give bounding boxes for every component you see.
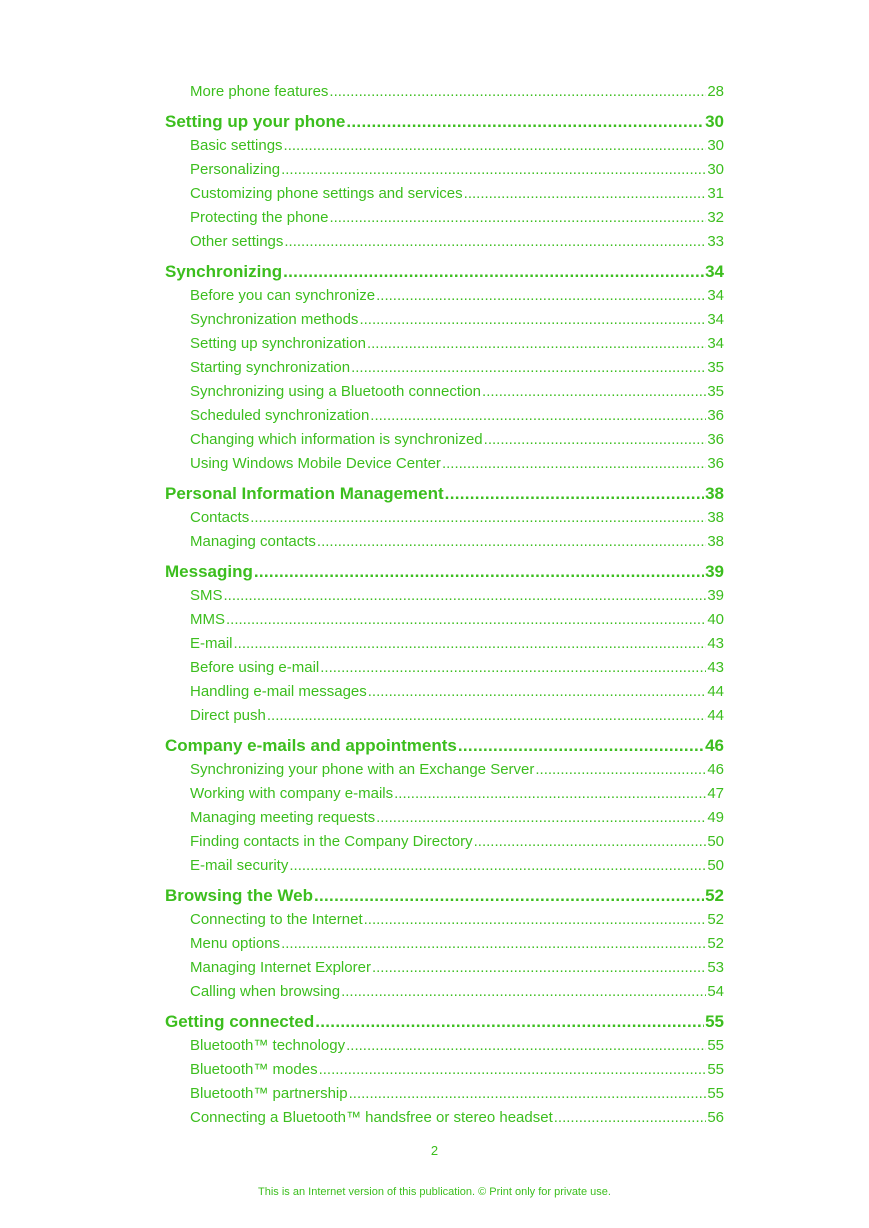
- toc-dot-leader: [234, 632, 707, 656]
- toc-entry-title: Contacts: [190, 509, 250, 526]
- toc-entry-page: 55: [707, 1085, 724, 1102]
- toc-section-entry[interactable]: [165, 380, 724, 404]
- toc-entry-page: 55: [707, 1037, 724, 1054]
- toc-section-entry[interactable]: [165, 356, 724, 380]
- toc-dot-leader: [464, 182, 707, 206]
- toc-dot-leader: [445, 482, 704, 506]
- toc-section-entry[interactable]: [165, 908, 724, 932]
- toc-section-entry[interactable]: [165, 806, 724, 830]
- toc-dot-leader: [329, 206, 706, 230]
- toc-entry-page: 36: [707, 431, 724, 448]
- toc-entry-title: More phone features: [190, 83, 329, 100]
- toc-section-entry[interactable]: [165, 206, 724, 230]
- toc-entry-page: 30: [707, 137, 724, 154]
- toc-entry-page: 36: [707, 407, 724, 424]
- toc-section-entry[interactable]: [165, 452, 724, 476]
- toc-entry-title: Other settings: [190, 233, 284, 250]
- toc-entry-page: 36: [707, 455, 724, 472]
- toc-entry-title: Working with company e-mails: [190, 785, 394, 802]
- toc-section-entry[interactable]: [165, 404, 724, 428]
- toc-section-entry[interactable]: [165, 530, 724, 554]
- toc-section-entry[interactable]: [165, 782, 724, 806]
- toc-entry-title: Browsing the Web: [165, 886, 313, 905]
- toc-entry-page: 52: [707, 935, 724, 952]
- toc-entry-page: 34: [707, 335, 724, 352]
- toc-entry-title: Calling when browsing: [190, 983, 341, 1000]
- toc-dot-leader: [320, 656, 706, 680]
- toc-entry-title: E-mail security: [190, 857, 289, 874]
- toc-entry-page: 40: [707, 611, 724, 628]
- toc-entry-title: Finding contacts in the Company Directory: [190, 833, 473, 850]
- toc-entry-page: 30: [707, 161, 724, 178]
- toc-entry-page: 50: [707, 857, 724, 874]
- footer-note: This is an Internet version of this publication. © Print only for private use.: [258, 1186, 611, 1198]
- toc-entry-title: Connecting to the Internet: [190, 911, 363, 928]
- toc-section-entry[interactable]: [165, 332, 724, 356]
- toc-dot-leader: [376, 806, 706, 830]
- toc-chapter-entry[interactable]: [165, 884, 724, 908]
- toc-section-entry[interactable]: [165, 704, 724, 728]
- toc-dot-leader: [482, 380, 706, 404]
- page-number: 2: [430, 1143, 439, 1158]
- toc-dot-leader: [370, 404, 706, 428]
- toc-entry-title: Messaging: [165, 562, 253, 581]
- toc-entry-page: 44: [707, 707, 724, 724]
- toc-dot-leader: [351, 356, 706, 380]
- toc-entry-title: MMS: [190, 611, 225, 628]
- toc-section-entry[interactable]: [165, 758, 724, 782]
- toc-section-entry[interactable]: [165, 932, 724, 956]
- toc-entry-page: 35: [707, 359, 724, 376]
- toc-entry-page: 52: [707, 911, 724, 928]
- toc-entry-title: Handling e-mail messages: [190, 683, 367, 700]
- toc-dot-leader: [224, 584, 707, 608]
- toc-entry-title: Bluetooth™ partnership: [190, 1085, 348, 1102]
- toc-entry-title: Before you can synchronize: [190, 287, 376, 304]
- toc-chapter-entry[interactable]: [165, 110, 724, 134]
- toc-entry-page: 55: [705, 1012, 724, 1031]
- toc-section-entry[interactable]: [165, 80, 724, 104]
- toc-entry-page: 38: [707, 533, 724, 550]
- toc-dot-leader: [535, 758, 706, 782]
- toc-section-entry[interactable]: [165, 584, 724, 608]
- toc-section-entry[interactable]: [165, 980, 724, 1004]
- toc-entry-page: 39: [707, 587, 724, 604]
- toc-dot-leader: [341, 980, 706, 1004]
- toc-chapter-entry[interactable]: [165, 260, 724, 284]
- toc-dot-leader: [250, 506, 706, 530]
- toc-entry-page: 34: [707, 311, 724, 328]
- toc-dot-leader: [317, 530, 706, 554]
- toc-entry-page: 39: [705, 562, 724, 581]
- toc-dot-leader: [267, 704, 706, 728]
- toc-section-entry[interactable]: [165, 134, 724, 158]
- toc-entry-page: 46: [705, 736, 724, 755]
- toc-entry-title: Starting synchronization: [190, 359, 351, 376]
- toc-entry-title: Bluetooth™ technology: [190, 1037, 346, 1054]
- toc-entry-page: 43: [707, 635, 724, 652]
- toc-dot-leader: [284, 230, 706, 254]
- toc-entry-title: Getting connected: [165, 1012, 315, 1031]
- toc-section-entry[interactable]: [165, 1106, 724, 1130]
- toc-dot-leader: [372, 956, 706, 980]
- toc-section-entry[interactable]: [165, 308, 724, 332]
- toc-section-entry[interactable]: [165, 608, 724, 632]
- toc-dot-leader: [346, 1034, 706, 1058]
- toc-entry-title: Customizing phone settings and services: [190, 185, 463, 202]
- toc-dot-leader: [554, 1106, 707, 1130]
- toc-entry-title: Synchronizing: [165, 262, 283, 281]
- toc-entry-title: Personalizing: [190, 161, 281, 178]
- toc-entry-page: 32: [707, 209, 724, 226]
- toc-section-entry[interactable]: [165, 632, 724, 656]
- toc-dot-leader: [359, 308, 706, 332]
- toc-entry-title: Managing meeting requests: [190, 809, 376, 826]
- toc-entry-page: 56: [707, 1109, 724, 1126]
- toc-entry-page: 44: [707, 683, 724, 700]
- toc-chapter-entry[interactable]: [165, 1010, 724, 1034]
- toc-entry-page: 47: [707, 785, 724, 802]
- toc-entry-title: Changing which information is synchronized: [190, 431, 483, 448]
- toc-entry-title: E-mail: [190, 635, 233, 652]
- toc-section-entry[interactable]: [165, 182, 724, 206]
- toc-entry-page: 28: [707, 83, 724, 100]
- toc-entry-page: 38: [707, 509, 724, 526]
- toc-dot-leader: [368, 680, 707, 704]
- toc-entry-page: 50: [707, 833, 724, 850]
- toc-chapter-entry[interactable]: [165, 560, 724, 584]
- table-of-contents: [165, 80, 724, 1130]
- toc-entry-title: Direct push: [190, 707, 266, 724]
- toc-entry-page: 53: [707, 959, 724, 976]
- toc-dot-leader: [319, 1058, 707, 1082]
- toc-section-entry[interactable]: [165, 1082, 724, 1106]
- toc-entry-title: Setting up synchronization: [190, 335, 366, 352]
- toc-dot-leader: [314, 884, 704, 908]
- toc-entry-page: 33: [707, 233, 724, 250]
- toc-entry-page: 49: [707, 809, 724, 826]
- toc-section-entry[interactable]: [165, 656, 724, 680]
- toc-section-entry[interactable]: [165, 1034, 724, 1058]
- toc-entry-page: 30: [705, 112, 724, 131]
- toc-entry-page: 54: [707, 983, 724, 1000]
- toc-dot-leader: [346, 110, 704, 134]
- toc-entry-page: 43: [707, 659, 724, 676]
- toc-section-entry[interactable]: [165, 428, 724, 452]
- toc-dot-leader: [458, 734, 704, 758]
- toc-section-entry[interactable]: [165, 956, 724, 980]
- toc-dot-leader: [254, 560, 704, 584]
- toc-dot-leader: [329, 80, 706, 104]
- toc-entry-page: 31: [707, 185, 724, 202]
- toc-entry-title: Synchronizing using a Bluetooth connection: [190, 383, 482, 400]
- toc-dot-leader: [484, 428, 707, 452]
- toc-section-entry[interactable]: [165, 506, 724, 530]
- toc-dot-leader: [364, 908, 707, 932]
- toc-section-entry[interactable]: [165, 158, 724, 182]
- toc-entry-page: 52: [705, 886, 724, 905]
- toc-dot-leader: [315, 1010, 704, 1034]
- toc-dot-leader: [349, 1082, 707, 1106]
- toc-entry-title: Synchronizing your phone with an Exchange Server: [190, 761, 535, 778]
- toc-entry-page: 34: [707, 287, 724, 304]
- toc-chapter-entry[interactable]: [165, 482, 724, 506]
- toc-entry-title: Company e-mails and appointments: [165, 736, 457, 755]
- toc-section-entry[interactable]: [165, 284, 724, 308]
- toc-dot-leader: [376, 284, 706, 308]
- toc-section-entry[interactable]: [165, 230, 724, 254]
- toc-entry-page: 46: [707, 761, 724, 778]
- toc-dot-leader: [289, 854, 706, 878]
- toc-entry-title: SMS: [190, 587, 223, 604]
- toc-entry-title: Connecting a Bluetooth™ handsfree or stereo headset: [190, 1109, 553, 1126]
- toc-section-entry[interactable]: [165, 854, 724, 878]
- toc-entry-title: Synchronization methods: [190, 311, 359, 328]
- toc-dot-leader: [367, 332, 706, 356]
- toc-dot-leader: [226, 608, 706, 632]
- toc-section-entry[interactable]: [165, 1058, 724, 1082]
- toc-dot-leader: [474, 830, 707, 854]
- toc-entry-title: Menu options: [190, 935, 281, 952]
- toc-entry-title: Basic settings: [190, 137, 283, 154]
- toc-dot-leader: [442, 452, 706, 476]
- toc-entry-title: Managing contacts: [190, 533, 316, 550]
- toc-entry-title: Bluetooth™ modes: [190, 1061, 318, 1078]
- toc-entry-page: 34: [705, 262, 724, 281]
- toc-entry-page: 35: [707, 383, 724, 400]
- toc-entry-title: Scheduled synchronization: [190, 407, 370, 424]
- toc-entry-title: Using Windows Mobile Device Center: [190, 455, 441, 472]
- toc-entry-title: Setting up your phone: [165, 112, 346, 131]
- toc-chapter-entry[interactable]: [165, 734, 724, 758]
- toc-entry-title: Personal Information Management: [165, 484, 444, 503]
- toc-entry-title: Managing Internet Explorer: [190, 959, 371, 976]
- toc-entry-page: 38: [705, 484, 724, 503]
- toc-dot-leader: [281, 158, 706, 182]
- toc-dot-leader: [283, 260, 704, 284]
- toc-section-entry[interactable]: [165, 680, 724, 704]
- toc-entry-title: Before using e-mail: [190, 659, 320, 676]
- toc-dot-leader: [394, 782, 706, 806]
- toc-dot-leader: [284, 134, 707, 158]
- toc-entry-page: 55: [707, 1061, 724, 1078]
- toc-dot-leader: [281, 932, 706, 956]
- toc-section-entry[interactable]: [165, 830, 724, 854]
- toc-entry-title: Protecting the phone: [190, 209, 329, 226]
